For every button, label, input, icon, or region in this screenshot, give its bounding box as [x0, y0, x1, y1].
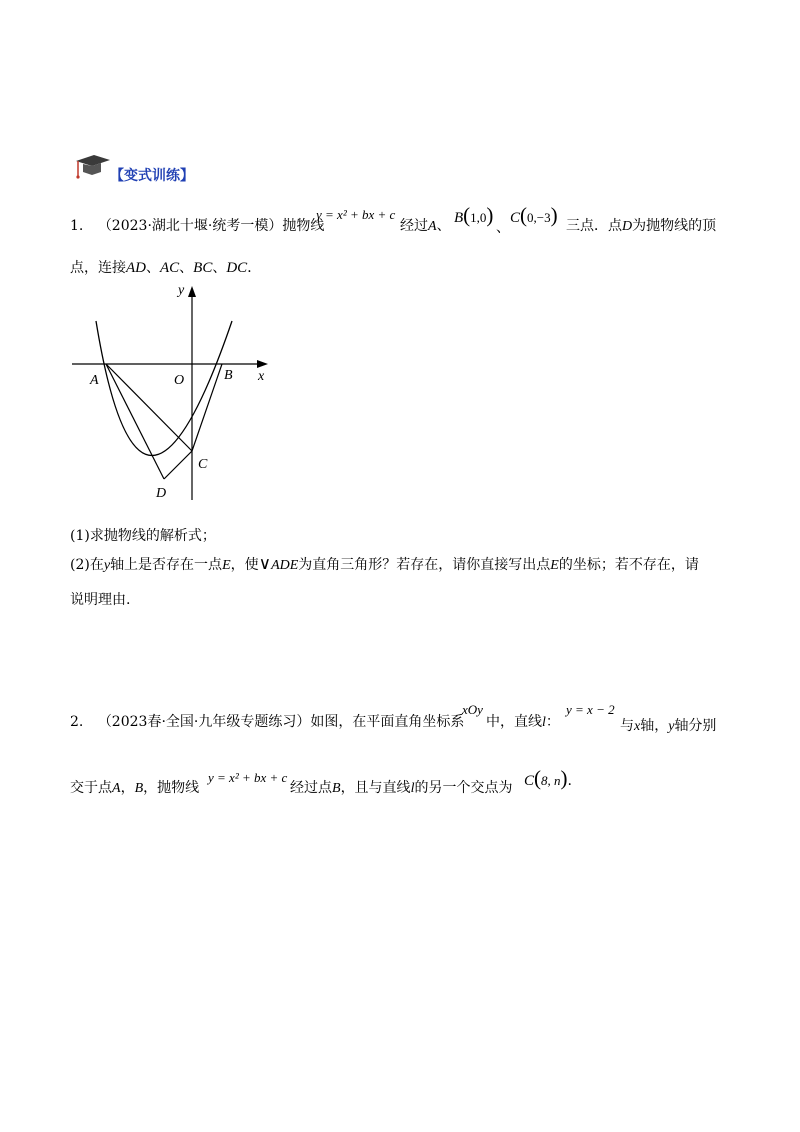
section-title: 【变式训练】 [110, 168, 194, 184]
text: 为直角三角形？若存在，请你直接写出点 [298, 557, 551, 573]
separator: 、 [436, 218, 451, 234]
axis-label-x: x [258, 369, 265, 384]
figure-point-d: D [156, 486, 167, 501]
problem-2-line-2 [70, 778, 199, 799]
point-a-label: A [428, 219, 437, 234]
figure-point-b: B [224, 368, 233, 383]
text: ，抛物线 [143, 780, 200, 796]
text-vertex: 为抛物线的顶 [632, 218, 717, 234]
problem-1-equation: y = x² + bx + c [316, 207, 396, 222]
point-c-value: 0,−3 [527, 210, 551, 225]
figure-point-c: C [198, 457, 208, 472]
text: ，使 [230, 557, 259, 573]
figure-point-o: O [174, 373, 185, 388]
separator: 、 [212, 260, 227, 276]
segment-dc: DC [226, 260, 248, 276]
separator-2: 、 [496, 220, 510, 236]
point-c-8n: C(8, n). [524, 766, 572, 790]
segment-ac: AC [160, 260, 180, 276]
problem-1-source: （2023·湖北十堰·统考一模）抛物线 [97, 218, 325, 234]
separator: 、 [146, 260, 160, 276]
text: 与 [620, 718, 634, 734]
question-2-line-1 [70, 554, 699, 576]
var-y: y [668, 719, 675, 734]
text: 轴上是否存在一点 [110, 557, 223, 573]
point-d-label: D [622, 219, 633, 234]
question-2-line-2: 说明理由. [70, 592, 131, 608]
point-b-value: 1,0 [470, 210, 487, 225]
segment-ad: AD [126, 260, 146, 276]
problem-1-line-1c [566, 216, 716, 237]
problem-1-line-1 [70, 216, 324, 236]
period: . [567, 773, 572, 789]
problem-2-line-1 [70, 712, 464, 732]
text: 轴分别 [674, 718, 717, 734]
segment-bc: BC [193, 260, 213, 276]
var-l: l [542, 715, 546, 730]
problem-1-number: 1. [70, 218, 84, 234]
text: (2)在 [70, 557, 104, 573]
problem-2-equation: y = x² + bx + c [208, 770, 288, 785]
point-b-coords: B(1,0) [454, 203, 494, 227]
var-a: A [112, 781, 121, 796]
problem-2-source: （2023春·全国·九年级专题练习）如图，在平面直角坐标系 [97, 714, 465, 730]
problem-1-line-1b [400, 216, 451, 237]
graduation-cap-icon [72, 152, 112, 182]
text-three-points: 三点．点 [566, 218, 622, 234]
text: ， [120, 780, 135, 796]
text: ，且与直线 [340, 780, 411, 796]
point-c-value: 8, n [541, 773, 561, 788]
point-c-label: C [524, 773, 535, 789]
point-b-label: B [454, 210, 464, 226]
var-x: x [634, 719, 641, 734]
point-c-coords: C(0,−3) [510, 203, 558, 227]
problem-2-line-2b [290, 778, 512, 799]
var-e: E [550, 558, 559, 573]
problem-2-line-1c [620, 716, 716, 737]
triangle-ade: ADE [271, 558, 299, 573]
problem-1-line-2 [70, 258, 261, 278]
text: 经过点 [290, 780, 332, 796]
separator: 、 [179, 260, 194, 276]
point-c-label: C [510, 210, 521, 226]
question-1: (1)求抛物线的解析式； [70, 528, 216, 544]
period: ． [247, 260, 262, 276]
coordinate-system-label: xOy [462, 702, 483, 717]
text: 交于点 [70, 780, 112, 796]
triangle-symbol: ∨ [258, 554, 272, 574]
axis-label-y: y [178, 283, 185, 298]
text: 的另一个交点为 [414, 780, 513, 796]
figure-point-a: A [90, 373, 99, 388]
text: 中，直线 [486, 714, 542, 730]
text: 的坐标；若不存在，请 [558, 557, 699, 573]
var-y: y [103, 558, 111, 573]
text: ： [545, 714, 560, 730]
var-b: B [134, 781, 144, 796]
text-pass: 经过 [400, 218, 428, 234]
text-connect: 点，连接 [70, 260, 126, 276]
parabola-figure [64, 278, 284, 508]
var-l: l [410, 781, 415, 796]
problem-2-number: 2. [70, 714, 84, 730]
line-equation: y = x − 2 [566, 702, 615, 717]
text: 轴， [640, 718, 669, 734]
var-e: E [222, 558, 231, 573]
problem-2-line-1b [486, 712, 560, 733]
var-b: B [332, 781, 341, 796]
